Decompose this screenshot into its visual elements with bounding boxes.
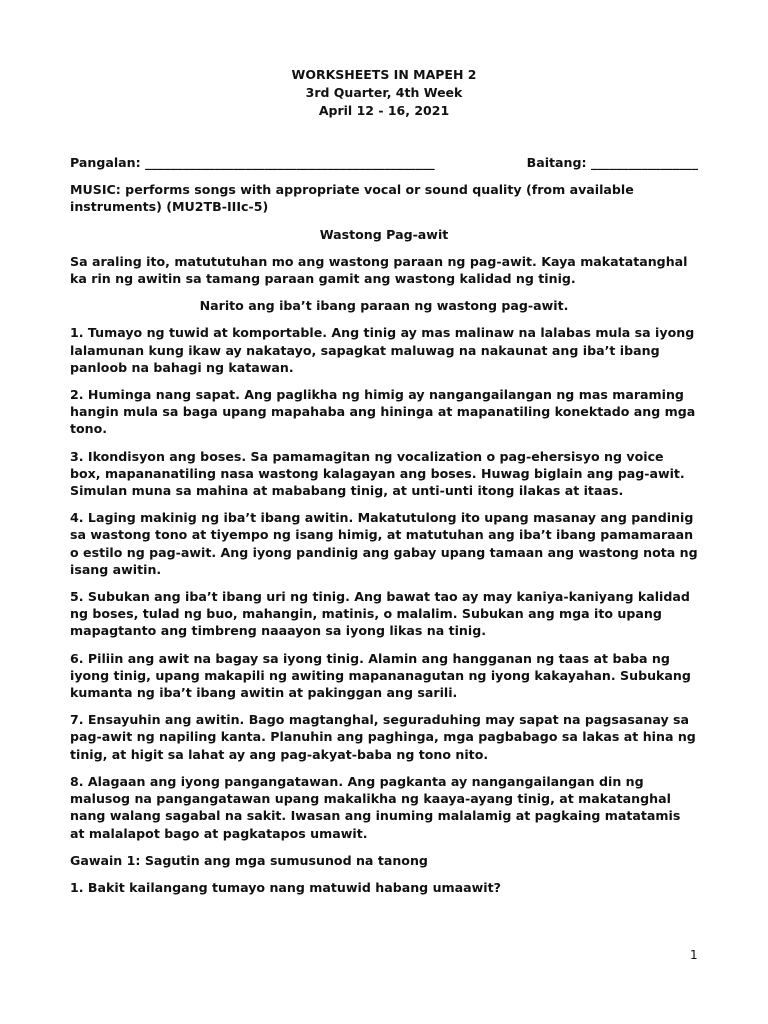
- list-item: 8. Alagaan ang iyong pangangatawan. Ang pagkanta ay nangangailangan din ng malusog na pangangatawan upang makalikha ng kaaya-ayang tinig, at makatanghal nang walang sagabal na sakit. Iwasan ang inuming malalamig at pagkaing matatamis at malalapot bago at pagkatapos umawit.: [70, 773, 681, 841]
- activity-heading: Gawain 1: Sagutin ang mga sumusunod na tanong: [70, 852, 428, 868]
- list-item: 7. Ensayuhin ang awitin. Bago magtanghal, seguraduhing may sapat na pagsasanay sa pag-awit ng napiling kanta. Planuhin ang paghinga, mga pagbabago sa lakas at hina ng tinig, at higit sa lahat ay ang pag-akyat-baba ng tono nito.: [70, 712, 696, 762]
- list-item: 3. Ikondisyon ang boses. Sa pamamagitan ng vocalization o pag-ehersisyo ng voice box, mapananatiling nasa wastong kalagayan ang boses. Huwag biglain ang pag-awit. Simulan muna sa mahina at mababang tinig, at unti-unti itong ilakas at itaas.: [70, 448, 685, 499]
- worksheet-title: WORKSHEETS IN MAPEH 2: [291, 67, 477, 82]
- page-number: 1: [690, 948, 698, 962]
- question-1: 1. Bakit kailangang tumayo nang matuwid habang umaawit?: [70, 879, 501, 895]
- ways-heading: Narito ang iba’t ibang paraan ng wastong pag-awit.: [199, 298, 569, 314]
- quarter-week: 3rd Quarter, 4th Week: [305, 85, 463, 100]
- worksheet-header: [0, 66, 768, 120]
- grade-field[interactable]: Baitang: _________________: [526, 155, 698, 170]
- name-field[interactable]: Pangalan: ______________________________________________: [70, 155, 435, 170]
- competency-text: MUSIC: performs songs with appropriate vocal or sound quality (from available instruments) (MU2TB-IIIc-5): [70, 182, 634, 215]
- student-info-row: [70, 154, 698, 171]
- list-item: 5. Subukan ang iba’t ibang uri ng tinig. Ang bawat tao ay may kaniya-kaniyang kalidad ng boses, tulad ng buo, mahangin, matinis, o malalim. Subukan ang mga ito upang mapagtanto ang timbreng naaayon sa iyong likas na tinig.: [70, 589, 690, 639]
- worksheet-content: [70, 154, 698, 906]
- lesson-title: Wastong Pag-awit: [319, 226, 449, 242]
- list-item: 1. Tumayo ng tuwid at komportable. Ang tinig ay mas malinaw na lalabas mula sa iyong lalamunan kung ikaw ay nakatayo, sapagkat maluwag na nakaunat ang iba’t ibang panloob na bahagi ng katawan.: [70, 325, 695, 375]
- date-range: April 12 - 16, 2021: [318, 103, 450, 118]
- list-item: 6. Piliin ang awit na bagay sa iyong tinig. Alamin ang hangganan ng taas at baba ng iyong tinig, upang makapili ng awiting mapananagutan ng iyong kakayahan. Subukang kumanta ng iba’t ibang awitin at pakinggan ang sarili.: [70, 650, 691, 701]
- list-item: 2. Huminga nang sapat. Ang paglikha ng himig ay nangangailangan ng mas maraming hangin mula sa baga upang mapahaba ang hininga at mapanatiling konektado ang mga tono.: [70, 387, 696, 437]
- list-item: 4. Laging makinig ng iba’t ibang awitin. Makatutulong ito upang masanay ang pandinig sa wastong tono at tiyempo ng isang himig, at matutuhan ang iba’t ibang pamamaraan o estilo ng pag-awit. Ang iyong pandinig ang gabay upang tamaan ang wastong nota ng isang awitin.: [70, 510, 698, 577]
- intro-paragraph: Sa araling ito, matututuhan mo ang wastong paraan ng pag-awit. Kaya makatatanghal ka rin ng awitin sa tamang paraan gamit ang wastong kalidad ng tinig.: [70, 253, 688, 287]
